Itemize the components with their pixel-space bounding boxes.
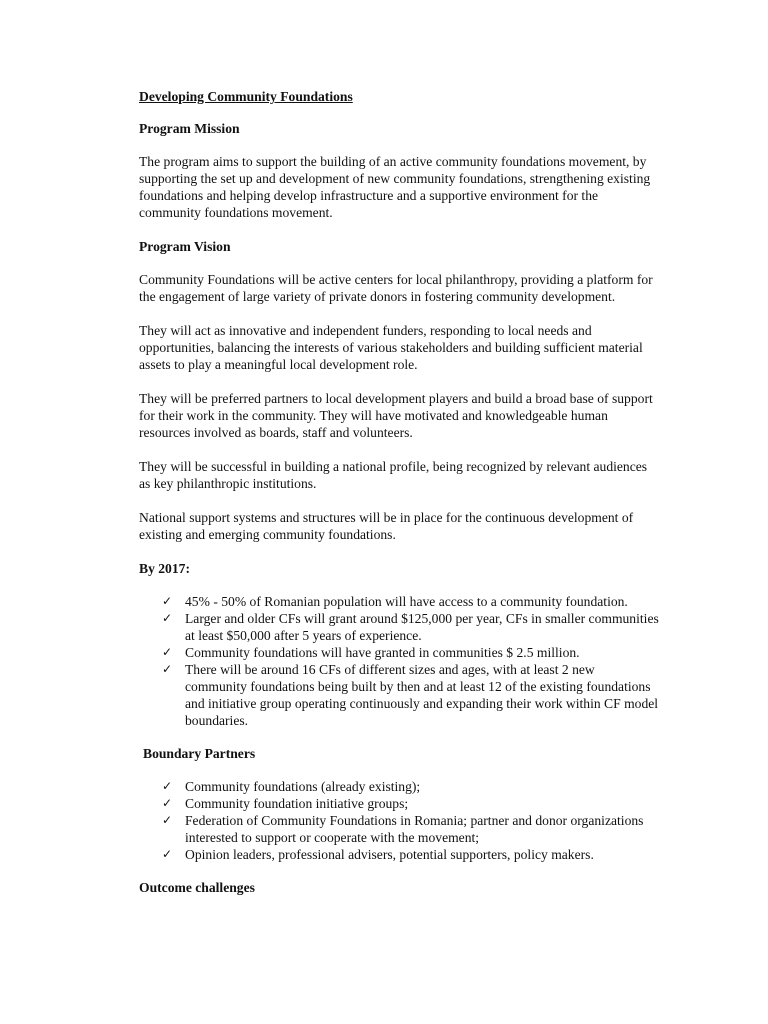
by2017-heading: By 2017: — [139, 561, 190, 576]
list-item — [162, 812, 659, 846]
list-item — [162, 795, 659, 812]
partners-heading: Boundary Partners — [143, 746, 256, 761]
list-item-text: Federation of Community Foundations in Romania; partner and donor organizations interested to support or cooperate with the movement; — [185, 813, 644, 845]
mission-paragraph: The program aims to support the building of an active community foundations movement, by supporting the set up and development of new community foundations, strengthening existing foundations and helping develop infrastructure and a supportive environment for the community foundations movement. — [139, 154, 651, 220]
checkmark-icon: ✓ — [162, 662, 173, 676]
document-title: Developing Community Foundations — [139, 89, 353, 104]
list-item-text: 45% - 50% of Romanian population will have access to a community foundation. — [185, 594, 628, 609]
checkmark-icon: ✓ — [162, 645, 173, 659]
list-item — [162, 661, 659, 729]
list-item-text: Community foundation initiative groups; — [185, 796, 409, 811]
vision-paragraph: National support systems and structures will be in place for the continuous development of existing and emerging community foundations. — [139, 510, 634, 542]
list-item-text: Opinion leaders, professional advisers, potential supporters, policy makers. — [185, 847, 594, 862]
list-item — [162, 778, 659, 795]
checkmark-icon: ✓ — [162, 594, 173, 608]
document-page — [139, 88, 659, 912]
outcomes-heading: Outcome challenges — [139, 880, 255, 895]
vision-paragraph: Community Foundations will be active centers for local philanthropy, providing a platform for the engagement of large variety of private donors in fostering community development. — [139, 272, 653, 304]
checkmark-icon: ✓ — [162, 796, 173, 810]
list-item — [162, 846, 659, 863]
vision-heading: Program Vision — [139, 239, 231, 254]
checkmark-icon: ✓ — [162, 813, 173, 827]
checkmark-icon: ✓ — [162, 779, 173, 793]
checkmark-icon: ✓ — [162, 847, 173, 861]
checkmark-icon: ✓ — [162, 611, 173, 625]
list-item — [162, 610, 659, 644]
mission-heading: Program Mission — [139, 121, 240, 136]
list-item-text: There will be around 16 CFs of different sizes and ages, with at least 2 new community foundations being built by then and at least 12 of the existing foundations and initiative group operating continuously and expanding their work within CF model boundaries. — [185, 662, 659, 728]
list-item-text: Larger and older CFs will grant around $125,000 per year, CFs in smaller communities at least $50,000 after 5 years of experience. — [185, 611, 659, 643]
list-item-text: Community foundations will have granted in communities $ 2.5 million. — [185, 645, 580, 660]
partners-list — [139, 778, 659, 863]
list-item — [162, 644, 659, 661]
vision-paragraph: They will act as innovative and independent funders, responding to local needs and opportunities, balancing the interests of various stakeholders and building sufficient material assets to play a meaningful local development role. — [139, 323, 643, 372]
vision-paragraph: They will be successful in building a national profile, being recognized by relevant audiences as key philanthropic institutions. — [139, 459, 648, 491]
vision-paragraph: They will be preferred partners to local development players and build a broad base of support for their work in the community. They will have motivated and knowledgeable human resources involved as boards, staff and volunteers. — [139, 391, 653, 440]
list-item — [162, 593, 659, 610]
list-item-text: Community foundations (already existing); — [185, 779, 421, 794]
by2017-list — [139, 593, 659, 729]
